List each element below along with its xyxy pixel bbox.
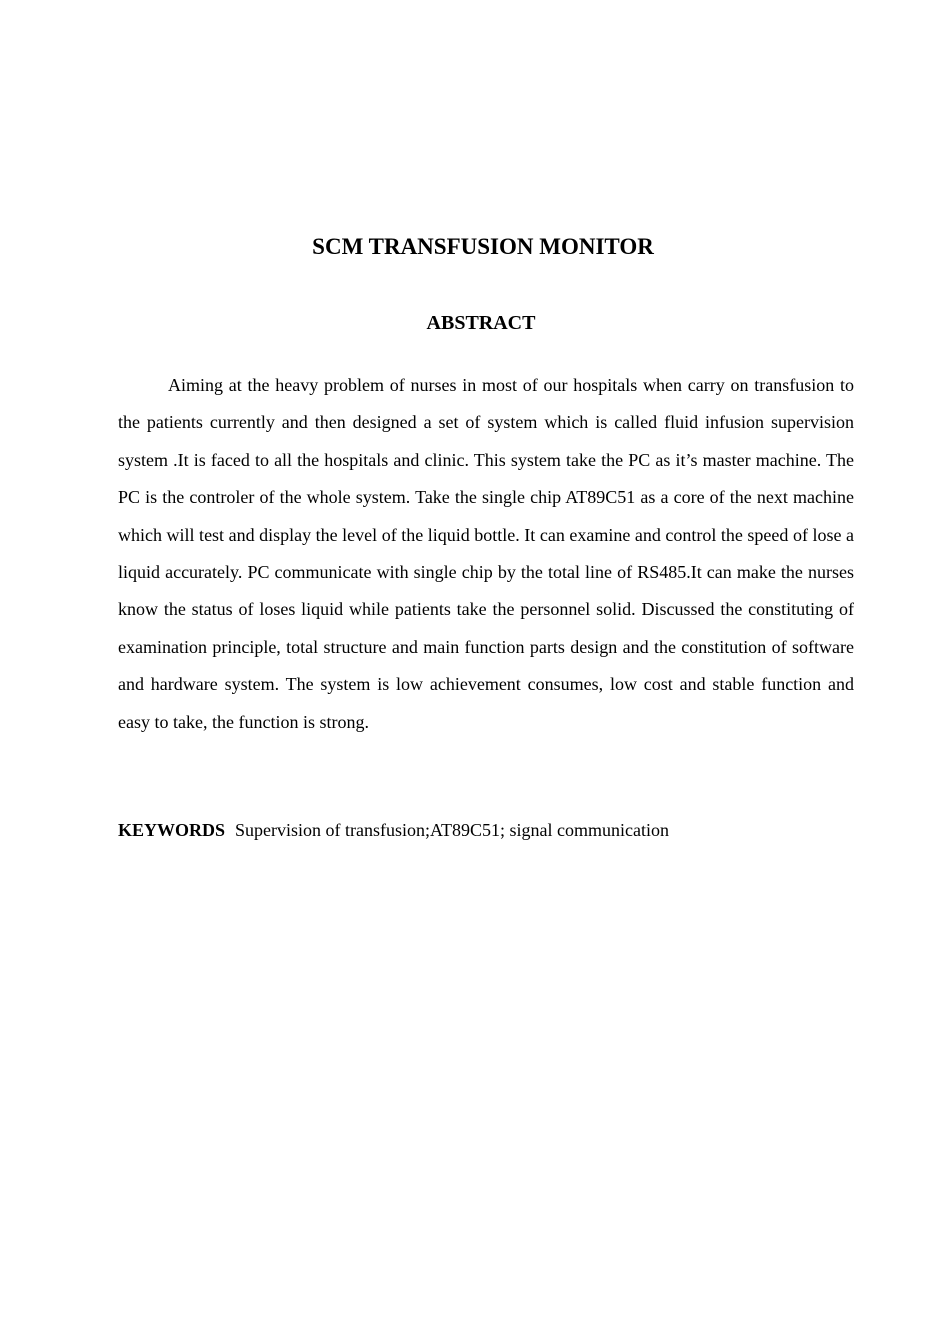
- abstract-paragraph: Aiming at the heavy problem of nurses in most of our hospitals when carry on transfusion to the patients currently and then designed a set of system which is called fluid infusion supervision system .It is faced to all the hospitals and clinic. This system take the PC as it’s master machine. The PC is the controler of the whole system. Take the single chip AT89C51 as a core of the next machine which will test and display the level of the liquid bottle. It can examine and control the speed of lose a liquid accurately. PC communicate with single chip by the total line of RS485.It can make the nurses know the status of loses liquid while patients take the personnel solid. Discussed the constituting of examination principle, total structure and main function parts design and the constitution of software and hardware system. The system is low achievement consumes, low cost and stable function and easy to take, the function is strong.: [118, 375, 854, 732]
- abstract-heading: ABSTRACT: [426, 312, 536, 334]
- keywords-text: Supervision of transfusion;AT89C51; signal communication: [235, 820, 669, 840]
- keywords-label: KEYWORDS: [118, 820, 226, 840]
- keywords-line: [118, 816, 854, 844]
- document-title: SCM TRANSFUSION MONITOR: [312, 234, 654, 259]
